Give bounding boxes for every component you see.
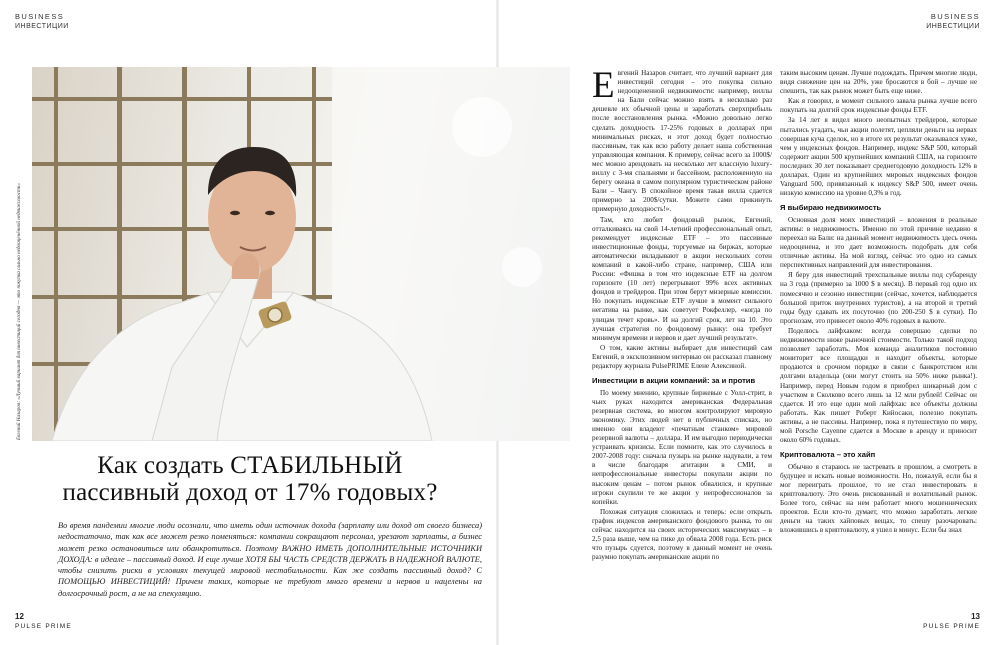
footer-left <box>15 612 72 631</box>
paragraph: Там, кто любит фондовый рынок, Евгений, отталкиваясь на свой 14-летний профессиональный опыт, рекомендует индексные ETF – это пассивные инвестиционные фонды, торгуемые на биржах, которые автоматически вкладывают в акции нескольких сотен компаний в какой-либо стране, например, США или России: «Фишка в том что индексные ETF на долгом горизонте (10 лет) перегрывают 99% всех активных фондов и трейдеров. При этом берут мизерные комиссии. Но покупать индексные ETF лучше в момент сильного негатива на рынке, как советует Рокфеллер, «когда по улицам течет кровь». И на долгий срок, лет на 10. Это лучшая стратегия по фондовому рынку: она требует минимум времени и нервов и дает лучший результат». <box>592 215 772 342</box>
paragraph-text: вгений Назаров считает, что лучший вариант для инвестиций сегодня – это покупка сильно недооцененной недвижимости: например, виллы на Бали сейчас можно взять в несколько раз дешевле их обычной цены и заработать сверхприбыль после восстановления рынка. «Можно довольно легко сделать доходность 17-25% годовых в долларах при минимальных рисках, и этот доход будет полностью пассивным, так как всю работу делает наша собственная управляющая компания. К примеру, сейчас всего за 1000$/мес можно арендовать на несколько лет классную luxury-виллу с 3-мя спальнями и бассейном, расположенную на берегу океана в самом популярном туристическом районе Бали – Чангу. В спокойное время такая вилла сдается примерно за 200$/сутки. Можете сами прикинуть примерную доходность!». <box>592 69 772 214</box>
paragraph: О том, какие активы выбирает для инвестиций сам Евгений, в эксклюзивном интервью он рассказал главному редактору журнала PulsePRIME Елене Алексиной. <box>592 343 772 370</box>
headline-line-2: пассивный доход от 17% годовых? <box>62 479 438 506</box>
footer-right <box>923 612 980 631</box>
brand-name-right: PULSE PRIME <box>923 623 980 630</box>
body-column-1 <box>592 69 772 614</box>
section-tag-left-title: BUSINESS <box>15 12 65 21</box>
paragraph: Как я говорил, в момент сильного завала рынка лучше всего покупать на долгий срок индексные фонды ETF. <box>780 97 977 115</box>
paragraph: Основная доля моих инвестиций – вложения в реальные активы: в недвижимость. Именно по этой причине недавно я переехал на Бали: на данный момент недвижимость здесь очень недооценена, и это дает возможность подобрать для себя отличные активы. На мой взгляд, сейчас это одно из самых перспективных направлений для инвестирования. <box>780 215 977 270</box>
page-number-right: 13 <box>971 612 980 621</box>
paragraph: Обычно я стараюсь не застревать в прошлом, а смотреть в будущее и искать новые возможности. Но, пожалуй, если бы я мог переиграть прошлое, то не стал инвестировать в криптовалюту. Это очень рискованный и волатильный рынок. Более того, сейчас на нем работает много мошеннических проектов. Если кто-то думает, что можно заработать легкие деньги на таких хайповых вещах, то спешу разочаровать: вложившись в криптовалюту, я ушел в минус. Если бы знал <box>780 462 977 535</box>
photo-caption <box>16 70 30 440</box>
section-tag-right <box>926 12 980 32</box>
portrait-photo <box>32 67 570 441</box>
man-figure-illustration <box>32 67 570 441</box>
paragraph: Поделюсь лайфхаком: всегда совершаю сделки по недвижимости ниже рыночной стоимости. Только такой подход позволяет заработать. Моя команда аналитиков постоянно мониторит все площадки и находит объекты, которые продаются в срочном порядке в связи с банкротством или долгами владельца (они могут стоить на 50% ниже рынка!). Например, перед Новым годом я приобрел шикарный дом с участком в Сколково всего лишь за 12 млн рублей! Сейчас он сдается. И это еще один мой лайфхак: все объекты должны работать. Как пишет Роберт Кийосаки, полезно покупать активы, а не пассивы. Например, пока я путешествую по миру, мой Porsche Cayenne сдается в Москве в аренду и приносит около 60% годовых. <box>780 326 977 445</box>
section-tag-right-title: BUSINESS <box>930 12 980 21</box>
section-tag-left <box>15 12 69 32</box>
paragraph: Похожая ситуация сложилась и теперь: если открыть график индексов американского фондового рынка, то он сейчас находится на своих исторических максимумах – в 2,5 раза выше, чем на пике до обвала 2008 года. Есть риск что пузырь сдуется, поэтому в данный момент не очень разумно покупать американские акции по <box>592 507 772 562</box>
drop-cap: Е <box>592 69 615 106</box>
photo-caption-text: Евгений Назаров: «Лучший вариант для инвестиций сегодня — это покупка сильно недооценённой недвижимости» <box>16 183 22 440</box>
article-lead: Во время пандемии многие люди осознали, что иметь один источник дохода (зарплату или доход от своего бизнеса) недостаточно, так как все может резко поменяться: компании сокращают персонал, урезают зарплаты, а бизнес может резко остановиться или обанкротиться. Поэтому ВАЖНО ИМЕТЬ ДОПОЛНИТЕЛЬНЫЕ ИСТОЧНИКИ ДОХОДА: в идеале – пассивный доход. И еще лучше ХОТЯ БЫ ЧАСТЬ СРЕДСТВ ДЕРЖАТЬ В НАДЕЖНОЙ ВАЛЮТЕ, чтобы снизить риски в условиях текущей мировой нестабильности. Как же создать пассивный доход? С ПОМОЩЬЮ ИНВЕСТИЦИЙ! Причем таких, которые не требуют много времени и нервов и нацелены на долгосрочный рост, а не на спекуляцию. <box>58 521 482 598</box>
subheading: Криптовалюта – это хайп <box>780 450 876 460</box>
brand-name-left: PULSE PRIME <box>15 623 72 630</box>
headline-line-1: Как создать СТАБИЛЬНЫЙ <box>97 452 403 479</box>
article-headline <box>30 452 470 506</box>
paragraph: Я беру для инвестиций трехспальные виллы под субаренду на 3 года (примерно за 1000 $ в месяц). В первый год одно их помесячно и сезонно инвестиции (сейчас, хочется, наблюдается большой приток внутренних туристов), а на второй и третий годы буду сдавать их посуточно (по 200-250 $ в сутки). По прогнозам, это принесет около 40% годовых в валюте. <box>780 271 977 325</box>
paragraph: За 14 лет я видел много неопытных трейдеров, которые пытались угадать, чьи акции полетят, цепляли деньги на нервах совершая куча сделок, но в итоге их результат оказывался хуже, чем у индексных фондов. Например, индекс S&P 500, который содержит акции 500 крупнейших компаний США, на горизонте последних 30 лет показывает среднегодовую доходность 12% в долларах. Один из крупнейших мировых индексных фондов Vanguard 500, привязанный к индексу S&P 500, имеет очень низкую комиссию на уровне 0,3% в год. <box>780 116 977 198</box>
paragraph <box>592 69 772 215</box>
section-tag-left-sub: ИНВЕСТИЦИИ <box>15 23 69 30</box>
page-number-left: 12 <box>15 612 24 621</box>
paragraph: таким высоким ценам. Лучше подождать. Причем многие люди, видя снижение цен на 20%, уже бросаются в бой – лучше не спешить, так как рынок может быть еще ниже. <box>780 69 977 96</box>
body-column-2 <box>780 69 977 614</box>
section-tag-right-sub: ИНВЕСТИЦИИ <box>926 23 980 30</box>
subheading: Я выбираю недвижимость <box>780 203 882 213</box>
paragraph: По моему мнению, крупные биржевые с Уолл-стрит, в чьих руках находится американская Федеральная резервная система, во многом контролируют мировую экономику. Этих людей нет в публичных списках, но именно они владеют «печатным станком» мировой резервной валюты – доллара. И им выгодно периодически устраивать кризисы. Если помните, как это случилось в 2007-2008 году: сначала пузырь на рынке надували, а тем в числе благодаря агитации в СМИ, и непрофессиональные инвесторы покупали акции по высоким ценам – потом рынок обвалился, и крупные игроки скупили те же акции у непрофессионалов за копейки. <box>592 388 772 506</box>
subheading: Инвестиции в акции компаний: за и против <box>592 376 756 386</box>
